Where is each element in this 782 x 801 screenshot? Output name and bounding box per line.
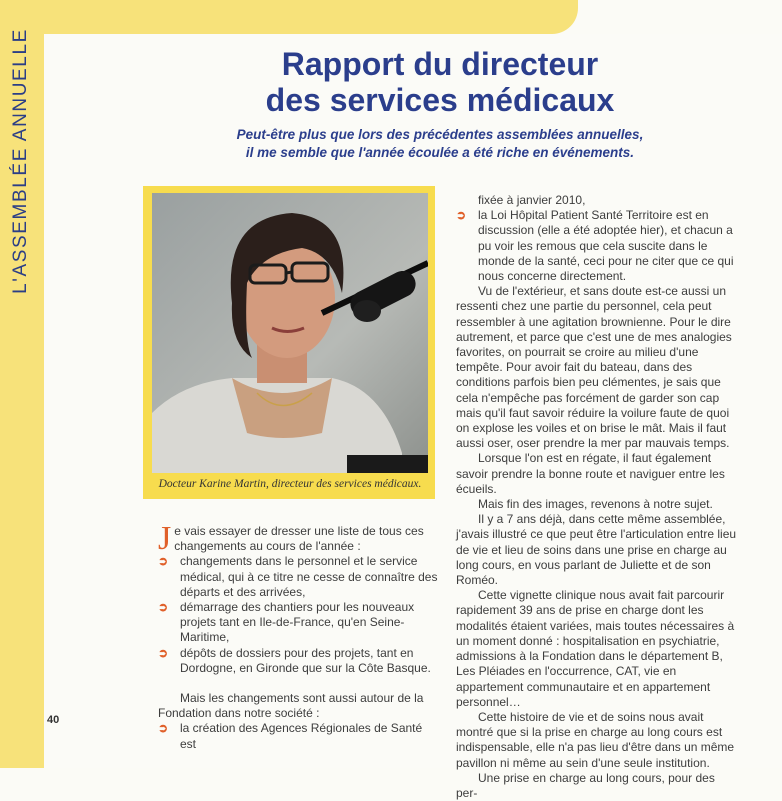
title-line-1: Rapport du directeur [281, 46, 599, 82]
section-label-text: L'ASSEMBLÉE ANNUELLE [10, 27, 31, 294]
intro-paragraph [158, 520, 440, 557]
left-column [158, 520, 440, 752]
section-label [6, 28, 36, 293]
paragraph: Cette vignette clinique nous avait fait parcourir rapidement 39 ans de prise en charge dont les modalités étaient variées, mais toutes nécessaires à un moment donné : hospitalisation en psychiatrie, admissions à la Fondation dans le département B, Les Pléiades en l'occurrence, CAT, vie en appartement communautaire et en appartement personnel… [456, 588, 735, 709]
list-item [456, 208, 738, 284]
page-title [200, 46, 680, 118]
yellow-top-band [0, 0, 578, 34]
drop-cap: J [158, 520, 172, 557]
lede-line-2: il me semble que l'année écoulée a été riche en événements. [245, 145, 635, 160]
list-item-text: démarrage des chantiers pour les nouveaux projets tant en Ile-de-France, qu'en Seine-Maritime, [180, 600, 415, 645]
paragraph: Cette histoire de vie et de soins nous avait montré que si la prise en charge au long cours est indispensable, elle n'a pas lieu d'être dans un même pavillon ni même au sein d'une seule institution. [456, 709, 735, 770]
arrow-icon: ➲ [456, 208, 467, 223]
paragraph: Mais fin des images, revenons à notre sujet. [478, 497, 713, 512]
paragraph: Une prise en charge au long cours, pour des per- [456, 770, 715, 800]
list-item-text: dépôts de dossiers pour des projets, tant en Dordogne, en Gironde que sur la Côte Basque. [180, 645, 431, 675]
list-item [158, 600, 440, 646]
list-item [158, 721, 440, 751]
page-number: 40 [47, 714, 60, 726]
list-item [158, 646, 440, 676]
arrow-icon: ➲ [158, 600, 169, 615]
arrow-icon: ➲ [158, 721, 169, 736]
paragraph: Mais les changements sont aussi autour de la Fondation dans notre société : [158, 691, 424, 721]
list-item-text: changements dans le personnel et le service médical, qui à ce titre ne cesse de connaître des départs et des arrivées, [180, 554, 438, 599]
intro-text: e vais essayer de dresser une liste de tous ces changements au cours de l'année : [174, 524, 424, 554]
paragraph: Il y a 7 ans déjà, dans cette même assemblée, j'avais illustré ce que peut être l'articulation entre lieu de vie et lieu de soins dans une prise en charge au long cours, en vous parlant de Juliette et de son Roméo. [456, 512, 737, 588]
arrow-icon: ➲ [158, 645, 169, 660]
lede-line-1: Peut-être plus que lors des précédentes assemblées annuelles, [236, 127, 644, 142]
list-item-text: la création des Agences Régionales de Santé est [180, 721, 423, 751]
portrait-photo [152, 193, 428, 473]
paragraph: Vu de l'extérieur, et sans doute est-ce aussi un ressenti chez une partie du personnel, cela peut ressembler à une agitation brownienne. Pour le dire autrement, et parce que c'est une de mes analogies favorites, on pourrait se croire au milieu d'une tempête. Pour avoir fait du bateau, dans des conditions parfois bien peu clémentes, je sais que cela n'empêche pas forcément de garder son cap mais qu'il faut savoir réduire la voilure faute de quoi on explose les voiles et on brise le mât. Mais il faut aussi oser, oser prendre la mer par mauvais temps. [456, 284, 732, 451]
lede [230, 126, 650, 162]
list-item-text: la Loi Hôpital Patient Santé Territoire est en discussion (elle a été adoptée hier), et chacun a pu voir les remous que cela suscite dans le monde de la santé, ceci pour ne citer que ce qui nous concerne directement. [478, 208, 734, 284]
list-item [158, 554, 440, 600]
right-column [456, 193, 738, 801]
title-line-2: des services médicaux [265, 82, 615, 118]
arrow-icon: ➲ [158, 554, 169, 569]
photo-caption: Docteur Karine Martin, directeur des services médicaux. [158, 478, 422, 490]
continued-text: fixée à janvier 2010, [478, 193, 586, 207]
paragraph: Lorsque l'on est en régate, il faut également savoir prendre la bonne route et naviguer entre les écueils. [456, 451, 725, 496]
